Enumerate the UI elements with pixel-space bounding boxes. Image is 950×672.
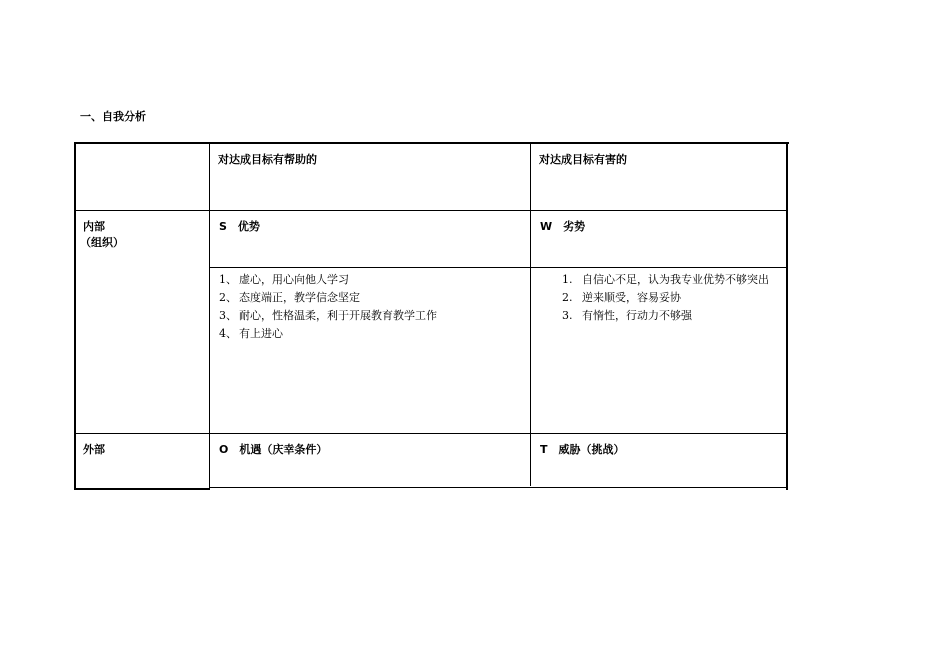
column-divider — [530, 144, 531, 486]
section-title: 一、自我分析 — [80, 110, 146, 123]
list-item-number: 4、 — [219, 327, 237, 340]
list-item-number: 3. — [562, 309, 573, 322]
list-item-number: 1. — [562, 273, 573, 286]
row-divider — [76, 433, 786, 434]
external-label: 外部 — [83, 443, 105, 456]
weaknesses-list — [562, 271, 769, 325]
list-item — [219, 289, 437, 307]
internal-sub-label: （组织） — [80, 236, 124, 249]
strengths-list — [219, 271, 437, 343]
list-item — [562, 289, 769, 307]
list-item-number: 2. — [562, 291, 573, 304]
list-item-text: 有上进心 — [239, 327, 283, 340]
list-item-text: 耐心，性格温柔，利于开展教育教学工作 — [239, 309, 437, 322]
list-item-number: 1、 — [219, 273, 237, 286]
table-border-top — [74, 142, 789, 144]
list-item-number: 3、 — [219, 309, 237, 322]
table-border-left — [74, 142, 76, 490]
row-divider — [210, 267, 786, 268]
column-divider — [209, 144, 210, 489]
list-item-number: 2、 — [219, 291, 237, 304]
table-border-bottom-left — [74, 488, 210, 490]
list-item — [219, 325, 437, 343]
list-item-text: 有惰性，行动力不够强 — [582, 309, 692, 322]
row-divider — [76, 210, 786, 211]
table-border-bottom-right — [210, 487, 788, 488]
opportunities-title: O 机遇（庆幸条件） — [219, 443, 328, 456]
list-item-text: 逆来顺受，容易妥协 — [582, 291, 681, 304]
weaknesses-title: W 劣势 — [540, 220, 586, 233]
threats-title: T 威胁（挑战） — [540, 443, 625, 456]
header-harmful: 对达成目标有害的 — [539, 153, 627, 166]
list-item-text: 虚心，用心向他人学习 — [239, 273, 349, 286]
list-item — [219, 307, 437, 325]
internal-label: 内部 — [83, 220, 105, 233]
list-item — [562, 307, 769, 325]
header-helpful: 对达成目标有帮助的 — [218, 153, 317, 166]
strengths-title: S 优势 — [219, 220, 260, 233]
table-border-right — [786, 142, 788, 490]
list-item-text: 态度端正，教学信念坚定 — [239, 291, 360, 304]
list-item-text: 自信心不足，认为我专业优势不够突出 — [582, 273, 769, 286]
list-item — [219, 271, 437, 289]
list-item — [562, 271, 769, 289]
